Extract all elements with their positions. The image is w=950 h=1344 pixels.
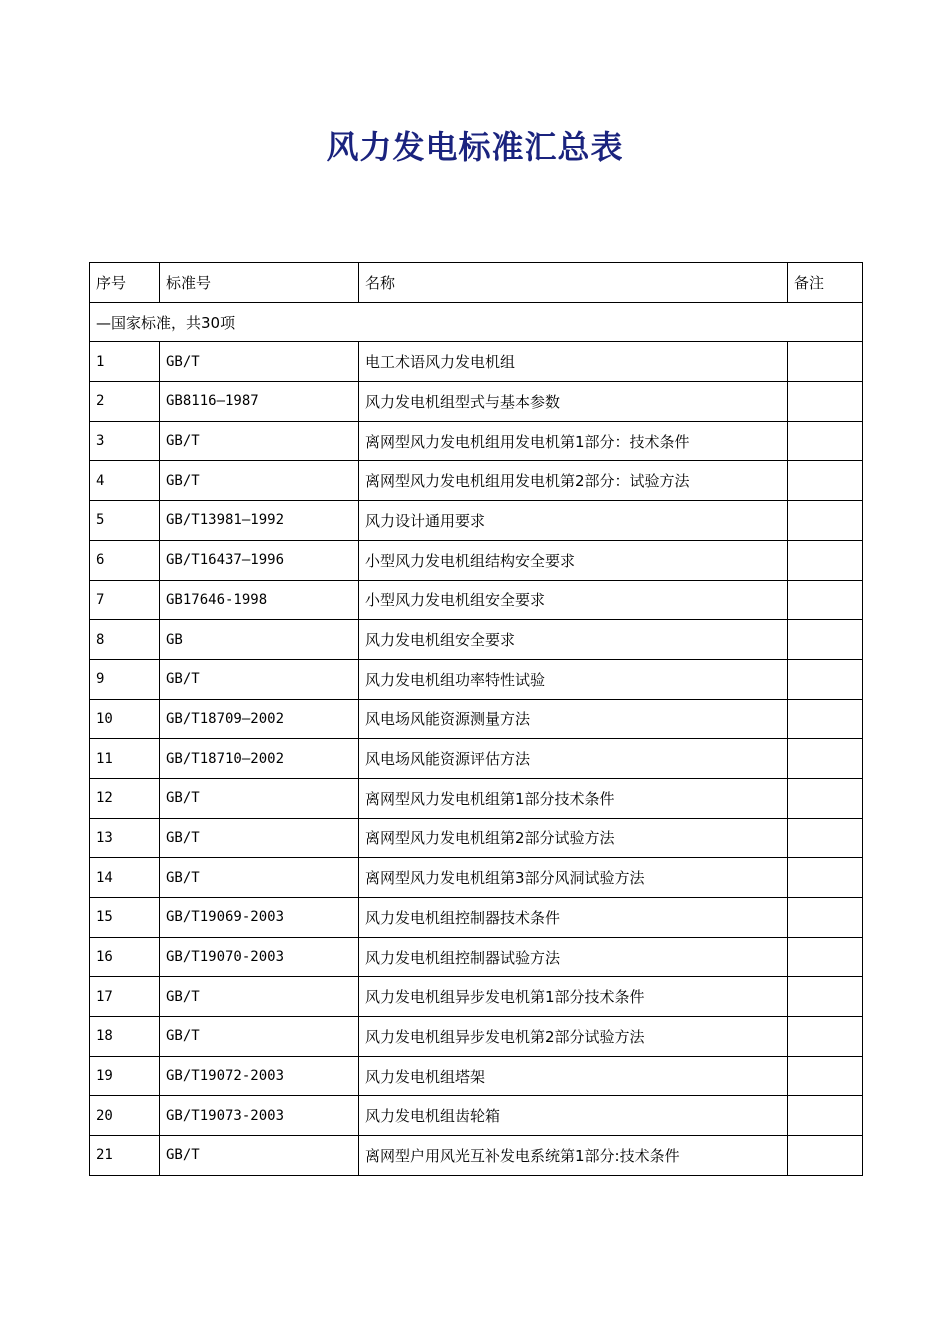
row-remark bbox=[788, 818, 863, 858]
standards-table bbox=[89, 262, 863, 1176]
row-code: GB/T bbox=[160, 977, 359, 1017]
table-row bbox=[90, 739, 863, 779]
table-row bbox=[90, 620, 863, 660]
row-seq: 11 bbox=[90, 739, 160, 779]
row-remark bbox=[788, 858, 863, 898]
row-code: GB/T18710—2002 bbox=[160, 739, 359, 779]
row-name: 风力设计通用要求 bbox=[359, 501, 788, 541]
row-remark bbox=[788, 1017, 863, 1057]
row-code: GB/T19073-2003 bbox=[160, 1096, 359, 1136]
row-name: 风电场风能资源评估方法 bbox=[359, 739, 788, 779]
row-name: 离网型风力发电机组第2部分试验方法 bbox=[359, 818, 788, 858]
row-seq: 1 bbox=[90, 342, 160, 382]
section-label: —国家标准，共30项 bbox=[90, 302, 863, 342]
row-seq: 20 bbox=[90, 1096, 160, 1136]
row-name: 风电场风能资源测量方法 bbox=[359, 699, 788, 739]
row-remark bbox=[788, 461, 863, 501]
row-name: 离网型风力发电机组第1部分技术条件 bbox=[359, 778, 788, 818]
row-remark bbox=[788, 699, 863, 739]
row-remark bbox=[788, 382, 863, 422]
row-code: GB/T16437—1996 bbox=[160, 540, 359, 580]
row-code: GB/T13981—1992 bbox=[160, 501, 359, 541]
table-row bbox=[90, 1136, 863, 1176]
row-remark bbox=[788, 898, 863, 938]
table-row bbox=[90, 580, 863, 620]
row-name: 离网型户用风光互补发电系统第1部分:技术条件 bbox=[359, 1136, 788, 1176]
row-name: 风力发电机组安全要求 bbox=[359, 620, 788, 660]
row-code: GB bbox=[160, 620, 359, 660]
row-code: GB/T bbox=[160, 1136, 359, 1176]
row-code: GB/T18709—2002 bbox=[160, 699, 359, 739]
row-seq: 4 bbox=[90, 461, 160, 501]
row-remark bbox=[788, 659, 863, 699]
row-seq: 2 bbox=[90, 382, 160, 422]
row-name: 风力发电机组异步发电机第2部分试验方法 bbox=[359, 1017, 788, 1057]
row-remark bbox=[788, 342, 863, 382]
row-seq: 10 bbox=[90, 699, 160, 739]
row-seq: 7 bbox=[90, 580, 160, 620]
table-row bbox=[90, 699, 863, 739]
row-code: GB/T bbox=[160, 461, 359, 501]
row-seq: 15 bbox=[90, 898, 160, 938]
row-remark bbox=[788, 778, 863, 818]
table-row bbox=[90, 1017, 863, 1057]
row-seq: 18 bbox=[90, 1017, 160, 1057]
table-row bbox=[90, 818, 863, 858]
row-name: 离网型风力发电机组用发电机第2部分：试验方法 bbox=[359, 461, 788, 501]
row-code: GB8116—1987 bbox=[160, 382, 359, 422]
header-seq: 序号 bbox=[90, 263, 160, 303]
header-code: 标准号 bbox=[160, 263, 359, 303]
row-code: GB/T19072-2003 bbox=[160, 1056, 359, 1096]
row-code: GB/T19069-2003 bbox=[160, 898, 359, 938]
row-name: 风力发电机组控制器试验方法 bbox=[359, 937, 788, 977]
table-row bbox=[90, 977, 863, 1017]
row-seq: 14 bbox=[90, 858, 160, 898]
table-row bbox=[90, 382, 863, 422]
row-seq: 21 bbox=[90, 1136, 160, 1176]
table-row bbox=[90, 421, 863, 461]
row-remark bbox=[788, 540, 863, 580]
header-name: 名称 bbox=[359, 263, 788, 303]
row-seq: 13 bbox=[90, 818, 160, 858]
row-remark bbox=[788, 937, 863, 977]
header-remark: 备注 bbox=[788, 263, 863, 303]
row-name: 风力发电机组齿轮箱 bbox=[359, 1096, 788, 1136]
row-name: 风力发电机组功率特性试验 bbox=[359, 659, 788, 699]
row-remark bbox=[788, 620, 863, 660]
row-code: GB/T bbox=[160, 421, 359, 461]
row-code: GB/T bbox=[160, 659, 359, 699]
row-remark bbox=[788, 1136, 863, 1176]
row-seq: 6 bbox=[90, 540, 160, 580]
table-row bbox=[90, 1056, 863, 1096]
row-seq: 12 bbox=[90, 778, 160, 818]
row-name: 风力发电机组型式与基本参数 bbox=[359, 382, 788, 422]
table-row bbox=[90, 1096, 863, 1136]
table-row bbox=[90, 858, 863, 898]
row-name: 离网型风力发电机组用发电机第1部分：技术条件 bbox=[359, 421, 788, 461]
row-name: 小型风力发电机组安全要求 bbox=[359, 580, 788, 620]
row-code: GB17646-1998 bbox=[160, 580, 359, 620]
row-name: 风力发电机组异步发电机第1部分技术条件 bbox=[359, 977, 788, 1017]
row-code: GB/T19070-2003 bbox=[160, 937, 359, 977]
row-name: 小型风力发电机组结构安全要求 bbox=[359, 540, 788, 580]
row-seq: 16 bbox=[90, 937, 160, 977]
row-code: GB/T bbox=[160, 818, 359, 858]
row-code: GB/T bbox=[160, 778, 359, 818]
row-seq: 9 bbox=[90, 659, 160, 699]
row-remark bbox=[788, 1096, 863, 1136]
table-row bbox=[90, 778, 863, 818]
row-remark bbox=[788, 739, 863, 779]
table-row bbox=[90, 342, 863, 382]
table-row bbox=[90, 540, 863, 580]
row-name: 电工术语风力发电机组 bbox=[359, 342, 788, 382]
table-row bbox=[90, 659, 863, 699]
row-seq: 3 bbox=[90, 421, 160, 461]
row-seq: 8 bbox=[90, 620, 160, 660]
table-row bbox=[90, 898, 863, 938]
row-code: GB/T bbox=[160, 1017, 359, 1057]
row-name: 离网型风力发电机组第3部分风洞试验方法 bbox=[359, 858, 788, 898]
table-row bbox=[90, 501, 863, 541]
row-seq: 19 bbox=[90, 1056, 160, 1096]
row-code: GB/T bbox=[160, 858, 359, 898]
row-remark bbox=[788, 421, 863, 461]
page-title: 风力发电标准汇总表 bbox=[326, 128, 624, 166]
row-remark bbox=[788, 501, 863, 541]
section-row bbox=[90, 302, 863, 342]
row-seq: 5 bbox=[90, 501, 160, 541]
row-seq: 17 bbox=[90, 977, 160, 1017]
row-remark bbox=[788, 580, 863, 620]
row-remark bbox=[788, 977, 863, 1017]
table-row bbox=[90, 461, 863, 501]
row-code: GB/T bbox=[160, 342, 359, 382]
table-row bbox=[90, 937, 863, 977]
table-header-row bbox=[90, 263, 863, 303]
row-name: 风力发电机组控制器技术条件 bbox=[359, 898, 788, 938]
row-name: 风力发电机组塔架 bbox=[359, 1056, 788, 1096]
row-remark bbox=[788, 1056, 863, 1096]
